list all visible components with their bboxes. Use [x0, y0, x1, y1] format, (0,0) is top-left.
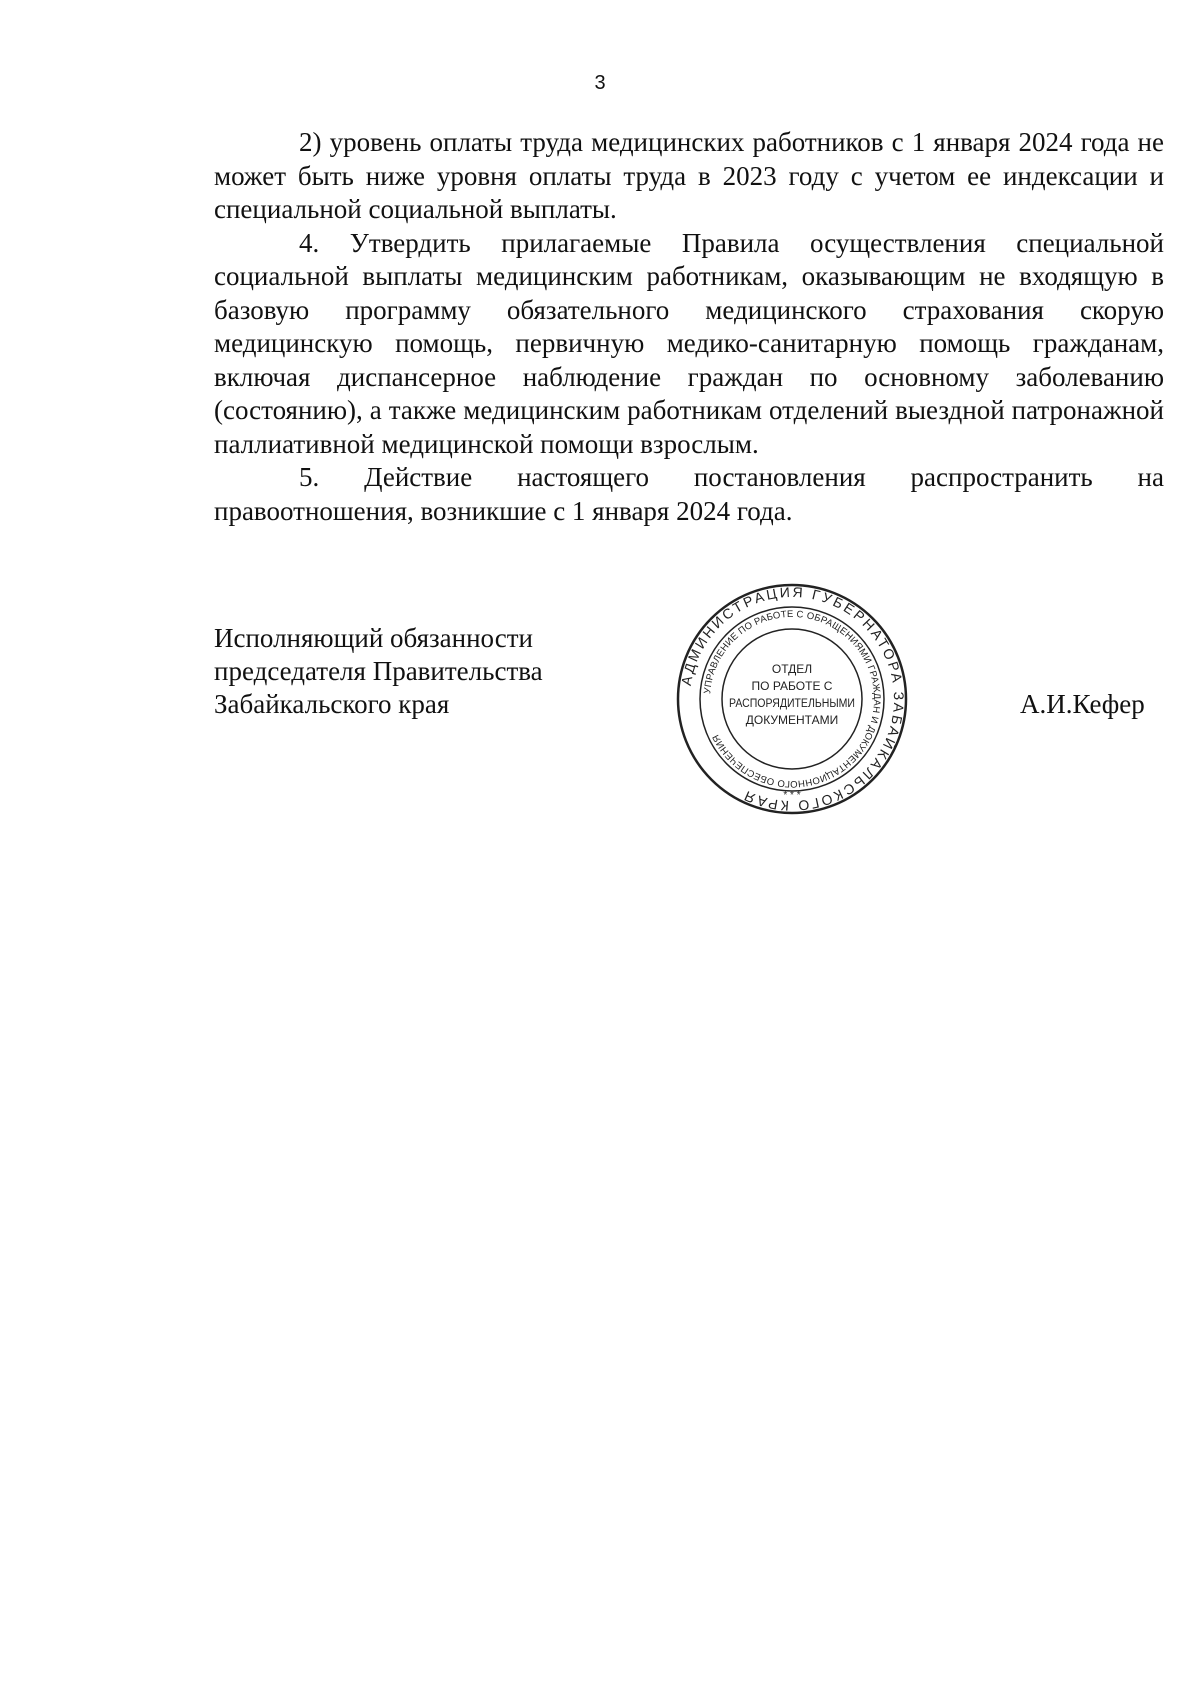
stamp-inner-text: УПРАВЛЕНИЕ ПО РАБОТЕ С ОБРАЩЕНИЯМИ ГРАЖДАН И ДОКУМЕНТАЦИОННОГО ОБЕСПЕЧЕНИЯ — [702, 608, 883, 790]
stamp-star-icon: * * * — [783, 790, 801, 801]
official-seal-stamp — [676, 583, 908, 815]
stamp-center-line: ДОКУМЕНТАМИ — [745, 713, 839, 727]
paragraph-item-2: 2) уровень оплаты труда медицинских работников с 1 января 2024 года не может быть ниже уровня оплаты труда в 2023 году с учетом ее индексации и специальной социальной выплаты. — [214, 127, 1164, 224]
stamp-center-line: РАСПОРЯДИТЕЛЬНЫМИ — [729, 698, 855, 710]
stamp-center-line: ПО РАБОТЕ С — [751, 679, 833, 693]
stamp-center-line: ОТДЕЛ — [771, 662, 813, 676]
document-body — [214, 126, 1164, 528]
signatory-name: А.И.Кефер — [1020, 689, 1145, 719]
paragraph-item-5: 5. Действие настоящего постановления распространить на правоотношения, возникшие с 1 января 2024 года. — [214, 462, 1164, 526]
signature-title — [214, 622, 543, 721]
signature-title-line: председателя Правительства — [214, 656, 543, 686]
paragraph-item-4: 4. Утвердить прилагаемые Правила осуществления специальной социальной выплаты медицинским работникам, оказывающим не входящую в базовую программу обязательного медицинского страхования скорую медицинскую помощь, первичную медико-санитарную помощь гражданам, включая диспансерное наблюдение граждан по основному заболеванию (состоянию), а также медицинским работникам отделений выездной патронажной паллиативной медицинской помощи взрослым. — [214, 227, 1164, 459]
page-number: 3 — [594, 72, 606, 94]
signature-title-line: Забайкальского края — [214, 689, 450, 719]
signature-title-line: Исполняющий обязанности — [214, 623, 533, 653]
stamp-outer-text: АДМИНИСТРАЦИЯ ГУБЕРНАТОРА ЗАБАЙКАЛЬСКОГО КРАЯ — [677, 583, 908, 815]
